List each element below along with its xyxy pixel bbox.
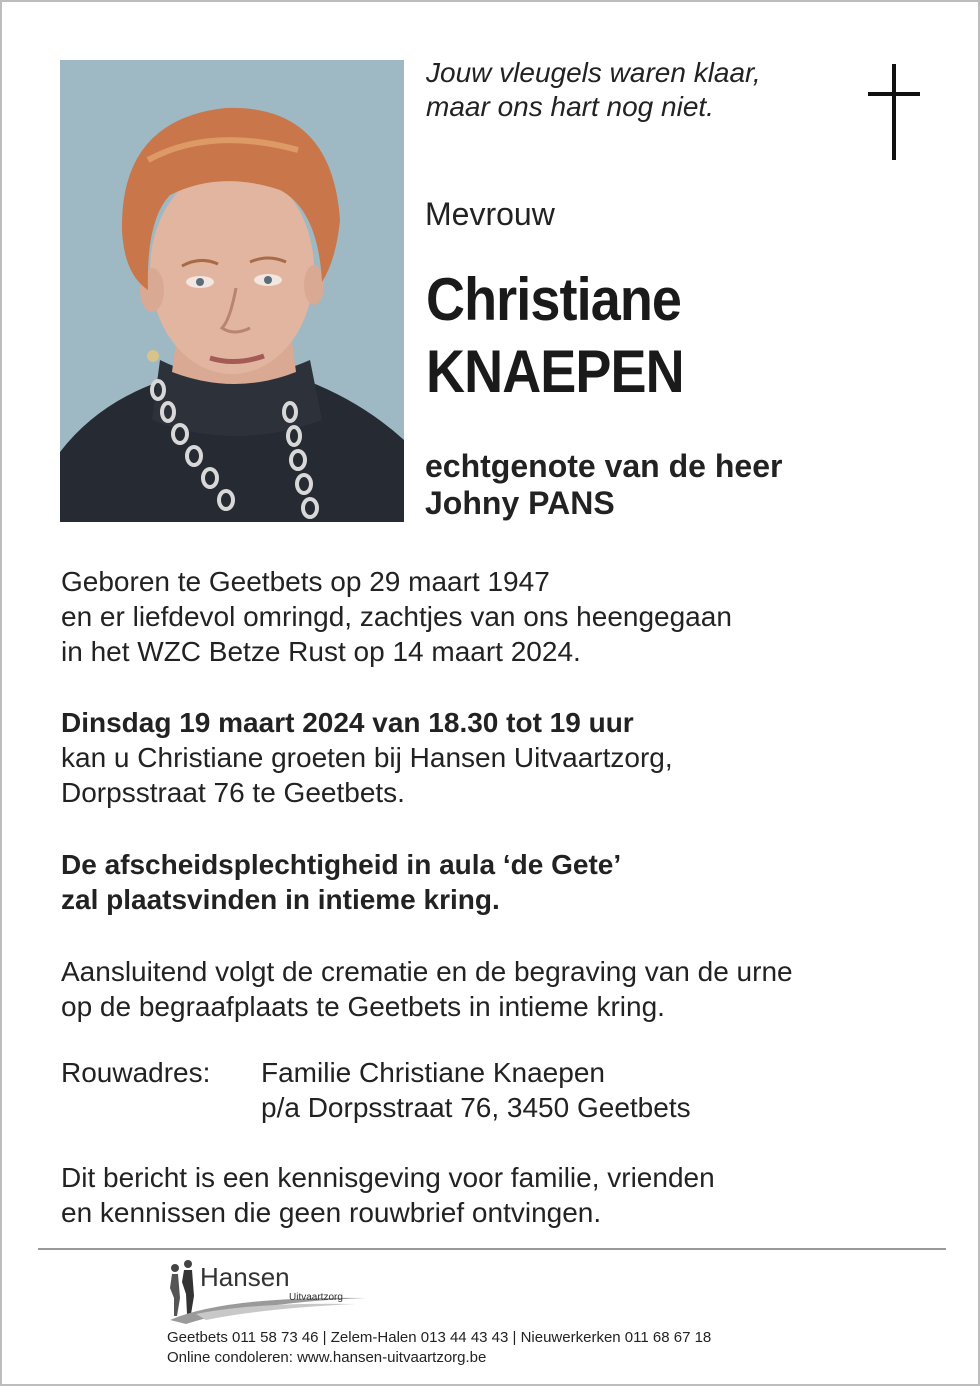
verse-line-2: maar ons hart nog niet.	[426, 91, 714, 122]
honorific-title: Mevrouw	[425, 196, 555, 232]
notice-line-2: en kennissen die geen rouwbrief ontvingen.	[61, 1197, 602, 1228]
notice-paragraph	[61, 1160, 941, 1230]
visitation-line-3: Dorpsstraat 76 te Geetbets.	[61, 777, 405, 808]
spouse-info	[425, 448, 782, 522]
farewell-line-1: De afscheidsplechtigheid in aula ‘de Gete’	[61, 849, 622, 880]
birth-paragraph	[61, 564, 941, 669]
farewell-line-2: zal plaatsvinden in intieme kring.	[61, 884, 500, 915]
cross-icon	[864, 64, 924, 169]
address-label: Rouwadres:	[61, 1057, 211, 1088]
notice-line-1: Dit bericht is een kennisgeving voor familie, vrienden	[61, 1162, 715, 1193]
cremation-line-2: op de begraafplaats te Geetbets in intieme kring.	[61, 991, 665, 1022]
farewell-paragraph	[61, 847, 941, 917]
logo-name: Hansen	[200, 1262, 290, 1292]
visitation-heading: Dinsdag 19 maart 2024 van 18.30 tot 19 uur	[61, 707, 634, 738]
footer-phones: Geetbets 011 58 73 46 | Zelem-Halen 013 44 43 43 | Nieuwerkerken 011 68 67 18	[167, 1329, 712, 1346]
address-line-2: p/a Dorpsstraat 76, 3450 Geetbets	[261, 1092, 691, 1123]
birth-line-2: en er liefdevol omringd, zachtjes van ons heengegaan	[61, 601, 732, 632]
cremation-line-1: Aansluitend volgt de crematie en de begraving van de urne	[61, 956, 793, 987]
first-name: Christiane	[426, 266, 682, 333]
last-name: KNAEPEN	[426, 338, 684, 405]
portrait-photo	[60, 60, 404, 522]
visitation-paragraph	[61, 705, 941, 810]
address-line-1: Familie Christiane Knaepen	[261, 1057, 605, 1088]
footer-divider	[38, 1248, 946, 1250]
footer-online[interactable]: Online condoleren: www.hansen-uitvaartzorg.be	[167, 1349, 487, 1366]
deceased-name	[426, 264, 684, 408]
spouse-line-1: echtgenote van de heer	[425, 448, 783, 484]
birth-line-3: in het WZC Betze Rust op 14 maart 2024.	[61, 636, 581, 667]
address-lines	[261, 1055, 691, 1125]
visitation-line-2: kan u Christiane groeten bij Hansen Uitvaartzorg,	[61, 742, 673, 773]
spouse-line-2: Johny PANS	[425, 485, 615, 521]
cremation-paragraph	[61, 954, 941, 1024]
verse-line-1: Jouw vleugels waren klaar,	[426, 57, 761, 88]
logo-subtitle: Uitvaartzorg	[289, 1292, 343, 1303]
verse	[426, 56, 846, 124]
birth-line-1: Geboren te Geetbets op 29 maart 1947	[61, 566, 550, 597]
footer-contacts	[167, 1328, 711, 1368]
